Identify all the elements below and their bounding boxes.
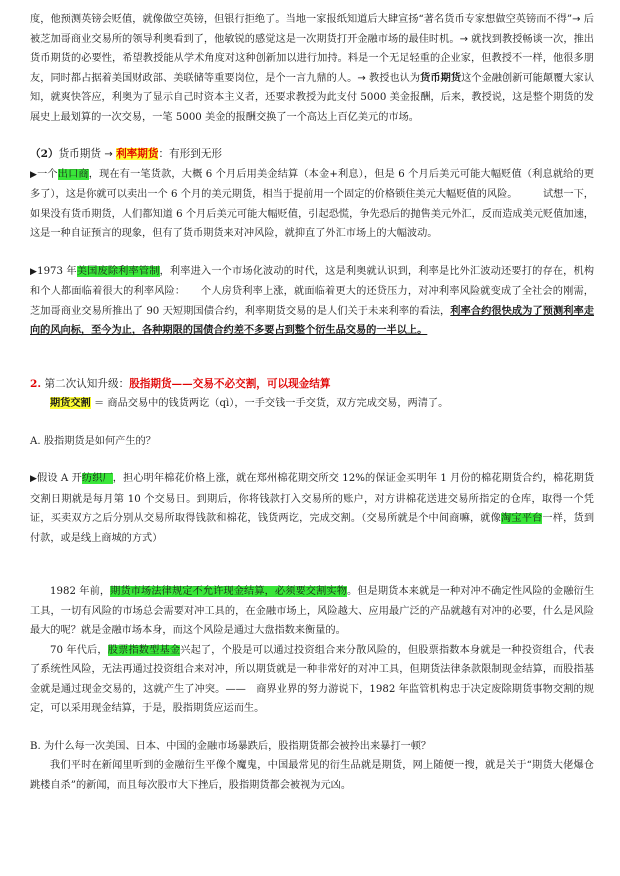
bullet-triangle-icon: ▶ xyxy=(30,266,38,277)
highlight-textile-factory: 纺织厂 xyxy=(81,473,113,484)
underlined-conclusion: 利率合约很快成为了预测利率走向的风向标，至今为止，各种期限的国债合约差不多要占到整个衍生品交易的一半以上。 xyxy=(30,304,595,336)
paragraph-1982-cash-settlement: 1982 年前，期货市场法律规定不允许现金结算，必须要交割实物。但是期货本来就是一种对冲不确定性风险的金融衍生工具，一切有风险的市场总会需要对冲工具的，在金融市场上，风险越大、应用最广泛的产品就越有对冲的必要，什么是风险最大的呢？就是金融市场本身，而这个风险是通过大盘指数来衡量的。 xyxy=(30,586,595,636)
arrow-icon: → xyxy=(104,149,113,160)
paragraph-delivery-definition: 期货交割 ＝ 商品交易中的钱货两讫（qì），一手交钱一手交货，双方完成交易，两清了。 xyxy=(50,397,449,409)
highlight-exporter: 出口商 xyxy=(57,168,89,180)
bullet-triangle-icon: ▶ xyxy=(30,474,38,484)
question-a-heading: A. 股指期货是如何产生的？ xyxy=(30,435,156,447)
keyword-currency-futures: 货币期货 xyxy=(420,71,462,84)
arrow-icon: → xyxy=(459,33,468,45)
section-heading-stock-index-futures: 2. 第二次认知升级：股指期货——交易不必交割，可以现金结算 xyxy=(30,377,331,390)
highlight-rate-deregulation: 美国废除利率管制 xyxy=(76,265,160,277)
highlight-taobao-platform: 淘宝平台 xyxy=(501,513,543,524)
bullet-triangle-icon: ▶ xyxy=(30,169,38,180)
heading-highlight-text: 股指期货——交易不必交割，可以现金结算 xyxy=(129,377,331,390)
paragraph-currency-futures-origin: 度，他预测英镑会贬值，就像做空英镑，但银行拒绝了。当地一家报纸知道后大肆宣扬“著名货币专家想做空英镑而不得”→ 后被芝加哥商业交易所的领导利奥看到了，他敏锐的感觉这是一次期货打开金融市场的最佳时机。→ 就找到教授畅谈一次，推出货币期货的必要性，希望教授能从学术角度对这种创新加以进行加持。料是一个无足轻重的企业家，但教授不一样，他很多朋友，同时都占据着美国财政部、美联储等重要岗位，是个一言九鼎的人。→ 教授也认为货币期货这个金融创新可能颠覆大家认知，就爽快答应，利奥为了显示自己时资本主义者，还要求教授为此支付 5000 美金报酬，后来，教授说，这是整个期货的发展史上最划算的一次交易，一笔 5000 美金的报酬交换了一个高达上百亿美元的市场。 xyxy=(30,14,595,123)
arrow-icon: → xyxy=(357,72,366,84)
paragraph-1973-rate-deregulation: ▶1973 年美国废除利率管制，利率进入一个市场化波动的时代，这是利奥就认识到，利率是比外汇波动还要打的存在，机构和个人都面临着很大的利率风险： 个人房贷利率上涨，就面临着更大的还贷压力，对冲利率风险就变成了全社会的刚需，芝加哥商业交易所推出了 90 天短期国债合约，利率期货交易的是人们关于未来利率的看法，利率合约很快成为了预测利率走向的风向标，至今为止，各种期限的国债合约差不多要占到整个衍生品交易的一半以上。 xyxy=(30,265,595,336)
paragraph-exporter-example: ▶一个出口商，现在有一笔货款，大概 6 个月后用美金结算（本金+利息），但是 6 个月后美元可能大幅贬值（利息就给的更多了），这是你就可以卖出一个 6 个月的美元期货，相当于提前用一个固定的价格锁住美元大幅贬值的风险。 试想一下，如果没有货币期货，人们都知道 6 个月后美元可能大幅贬值，引起恐慌，争先恐后的抛售美元外汇，反而造成美元贬值加速，这是一种自证预言的现象，但有了货币期货来对冲风险，就抑直了外汇市场上的大幅波动。 xyxy=(30,168,595,239)
highlight-interest-rate-futures: 利率期货 xyxy=(116,148,159,160)
highlight-futures-delivery: 期货交割 xyxy=(50,397,91,409)
paragraph-textile-factory-example: ▶假设 A 开纺织厂，担心明年棉花价格上涨，就在郑州棉花期交所交 12%的保证金买明年 1 月份的棉花期货合约，棉花期货交割日期就是每月第 10 个交易日。到期后，你将钱款打入交易所的账户，对方讲棉花送进交易所指定的仓库，取得一个凭证，买卖双方之后分别从交易所取得钱款和棉花，钱货两讫，完成交割。（交易所就是个中间商嘛，就像淘宝平台一样，货到付款，或是线上商城的方式） xyxy=(30,473,595,544)
arrow-icon: → xyxy=(572,14,581,25)
question-b-heading: B. 为什么每一次美国、日本、中国的金融市场暴跌后，股指期货都会被拎出来暴打一顿？ xyxy=(30,740,432,752)
subsection-heading-interest-rate-futures: （2）货币期货 → 利率期货：有形到无形 xyxy=(30,148,223,160)
highlight-index-funds: 股票指数型基金 xyxy=(107,644,181,656)
paragraph-derivatives-reputation: 我们平时在新闻里听到的金融衍生平像个魔鬼，中国最常见的衍生品就是期货，网上随便一搜，就是关于“期货大佬爆仓跳楼自杀”的新闻，而且每次股市大下挫后，股指期货都会被视为元凶。 xyxy=(30,760,594,791)
highlight-legal-rule: 期货市场法律规定不允许现金结算，必须要交割实物 xyxy=(110,586,347,597)
paragraph-index-funds: 70 年代后，股票指数型基金兴起了，个股是可以通过投资组合来分散风险的，但股票指数本身就是一种投资组合，代表了系统性风险，无法再通过投资组合来对冲，所以期货就是一种非常好的对冲工具，但期货法律条款限制现金结算，而股指基金就是通过现金交易的，这就产生了冲突。—— 商界业界的努力游说下，1982 年监管机构忠于决定废除期货事物交割的规定，可以采用现金结算，于是，股指期货应运而生。 xyxy=(30,644,595,714)
